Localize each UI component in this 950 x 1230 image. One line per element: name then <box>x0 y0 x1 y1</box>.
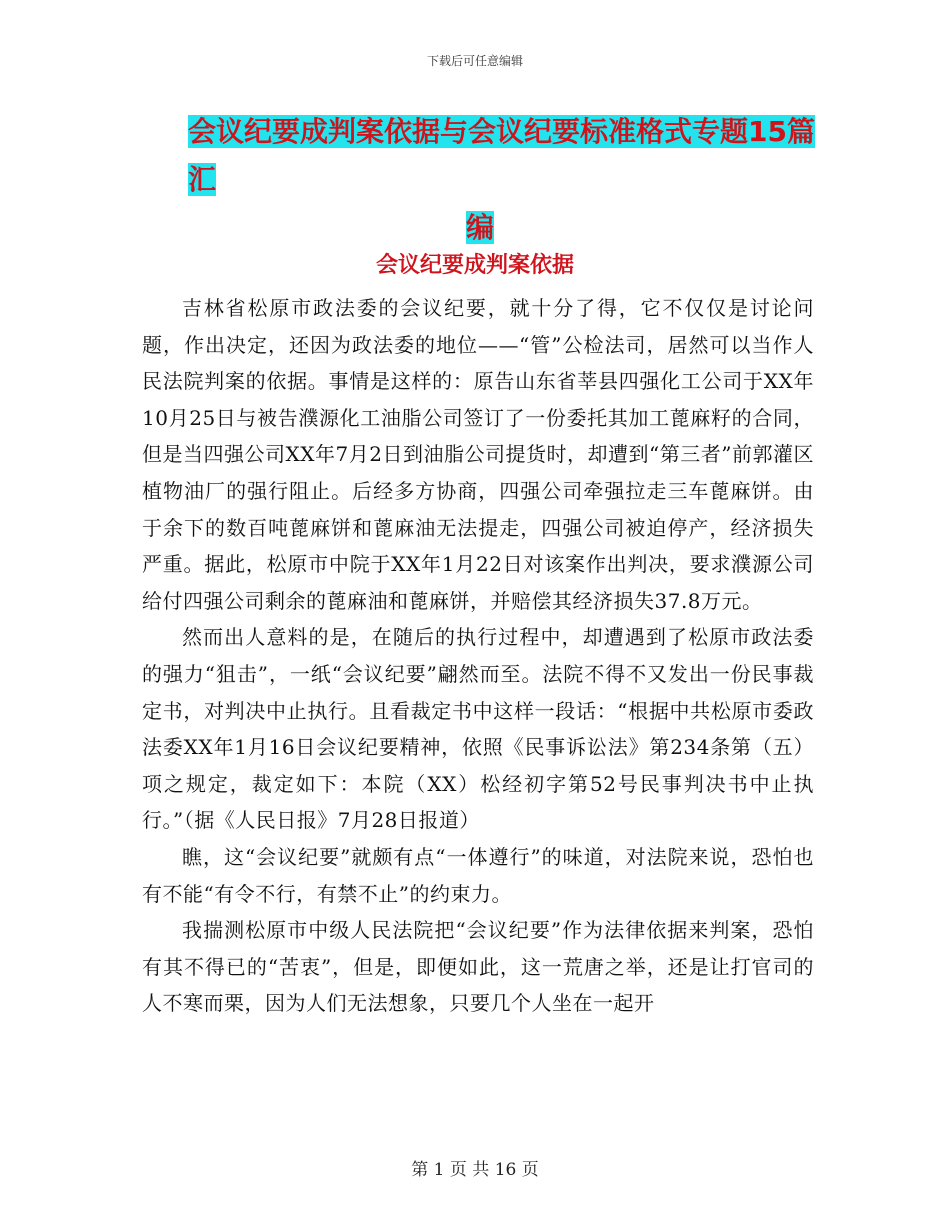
paragraph: 我揣测松原市中级人民法院把“会议纪要”作为法律依据来判案，恐怕有其不得已的“苦衷”，但是，即便如此，这一荒唐之举，还是让打官司的人不寒而栗，因为人们无法想象，只要几个人坐在一起开 <box>142 918 814 1016</box>
section-heading: 会议纪要成判案依据 <box>375 253 574 278</box>
paragraph: 瞧，这“会议纪要”就颇有点“一体遵行”的味道，对法院来说，恐怕也有不能“有令不行，有禁不止”的约束力。 <box>142 844 814 906</box>
title-line-1: 会议纪要成判案依据与会议纪要标准格式专题15篇汇 <box>188 115 815 196</box>
body-text <box>142 290 814 1022</box>
title-line-2: 编 <box>465 211 494 244</box>
paragraph: 然而出人意料的是，在随后的执行过程中，却遭遇到了松原市政法委的强力“狙击”，一纸“会议纪要”翩然而至。法院不得不又发出一份民事裁定书，对判决中止执行。且看裁定书中这样一段话：“根据中共松原市委政法委XX年1月16日会议纪要精神，依照《民事诉讼法》第234条第（五）项之规定，裁定如下：本院（XX）松经初字第52号民事判决书中止执行。”（据《人民日报》7月28日报道） <box>142 625 814 833</box>
page-footer: 第 1 页 共 16 页 <box>411 1160 539 1180</box>
paragraph: 吉林省松原市政法委的会议纪要，就十分了得，它不仅仅是讨论问题，作出决定，还因为政法委的地位——“管”公检法司，居然可以当作人民法院判案的依据。事情是这样的：原告山东省莘县四强化工公司于XX年10月25日与被告濮源化工油脂公司签订了一份委托其加工蓖麻籽的合同，但是当四强公司XX年7月2日到油脂公司提货时，却遭到“第三者”前郭灌区植物油厂的强行阻止。后经多方协商，四强公司牵强拉走三车蓖麻饼。由于余下的数百吨蓖麻饼和蓖麻油无法提走，四强公司被迫停产，经济损失严重。据此，松原市中院于XX年1月22日对该案作出判决，要求濮源公司给付四强公司剩余的蓖麻油和蓖麻饼，并赔偿其经济损失37.8万元。 <box>142 296 814 613</box>
page-header-note: 下载后可任意编辑 <box>426 54 523 68</box>
document-title <box>140 108 820 252</box>
